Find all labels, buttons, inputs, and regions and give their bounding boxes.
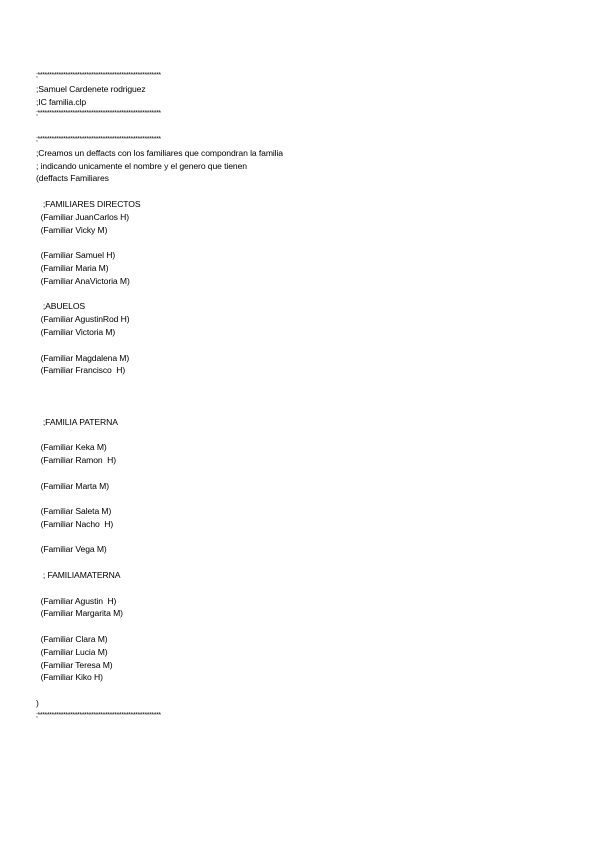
blank-line	[36, 428, 576, 441]
blank-line	[36, 390, 576, 403]
section-comment: ;FAMILIARES DIRECTOS	[36, 198, 141, 209]
fact-line: (Familiar Kiko H)	[36, 672, 103, 683]
blank-line	[36, 236, 576, 249]
fact-line: (Familiar Vicky M)	[36, 224, 108, 235]
deffacts-open: (deffacts Familiares	[36, 173, 109, 184]
fact-line: (Familiar AnaVictoria M)	[36, 275, 130, 286]
description-comment: ; indicando unicamente el nombre y el genero que tienen	[36, 160, 247, 171]
code-block	[36, 70, 576, 723]
fact-line: (Familiar Ramon H)	[36, 454, 117, 465]
fact-line: (Familiar Samuel H)	[36, 250, 116, 261]
fact-line: (Familiar Keka M)	[36, 442, 107, 453]
fact-line: (Familiar Vega M)	[36, 544, 107, 555]
fact-line: (Familiar Francisco H)	[36, 365, 126, 376]
fact-line: (Familiar Teresa M)	[36, 659, 113, 670]
comment-separator: ;*****************************************************	[36, 135, 161, 143]
blank-line	[36, 556, 576, 569]
filename-comment: ;IC familia.clp	[36, 96, 87, 107]
blank-line	[36, 582, 576, 595]
comment-separator: ;*****************************************************	[36, 72, 161, 79]
fact-line: (Familiar AgustinRod H)	[36, 314, 130, 325]
blank-line	[36, 377, 576, 390]
comment-separator: ;*****************************************************	[36, 711, 161, 719]
blank-line	[36, 403, 576, 416]
comment-separator: ;*****************************************************	[36, 110, 161, 118]
fact-line: (Familiar Saleta M)	[36, 506, 112, 517]
fact-line: (Familiar Marta M)	[36, 480, 109, 491]
fact-line: (Familiar Magdalena M)	[36, 352, 130, 363]
blank-line	[36, 620, 576, 633]
author-comment: ;Samuel Cardenete rodriguez	[36, 83, 146, 94]
description-comment: ;Creamos un deffacts con los familiares que compondran la familia	[36, 147, 283, 158]
blank-line	[36, 467, 576, 480]
fact-line: (Familiar Maria M)	[36, 262, 109, 273]
blank-line	[36, 185, 576, 198]
blank-line	[36, 121, 576, 134]
section-comment: ;FAMILIA PATERNA	[36, 416, 118, 427]
fact-line: (Familiar Margarita M)	[36, 608, 123, 619]
section-comment: ; FAMILIAMATERNA	[36, 570, 121, 581]
deffacts-close: )	[36, 698, 39, 709]
blank-line	[36, 531, 576, 544]
section-comment: ;ABUELOS	[36, 301, 86, 312]
fact-line: (Familiar Lucia M)	[36, 646, 108, 657]
blank-line	[36, 339, 576, 352]
fact-line: (Familiar Victoria M)	[36, 326, 116, 337]
blank-line	[36, 684, 576, 697]
fact-line: (Familiar Agustin H)	[36, 595, 117, 606]
fact-line: (Familiar JuanCarlos H)	[36, 211, 130, 222]
blank-line	[36, 288, 576, 301]
blank-line	[36, 492, 576, 505]
fact-line: (Familiar Clara M)	[36, 634, 108, 645]
fact-line: (Familiar Nacho H)	[36, 518, 114, 529]
